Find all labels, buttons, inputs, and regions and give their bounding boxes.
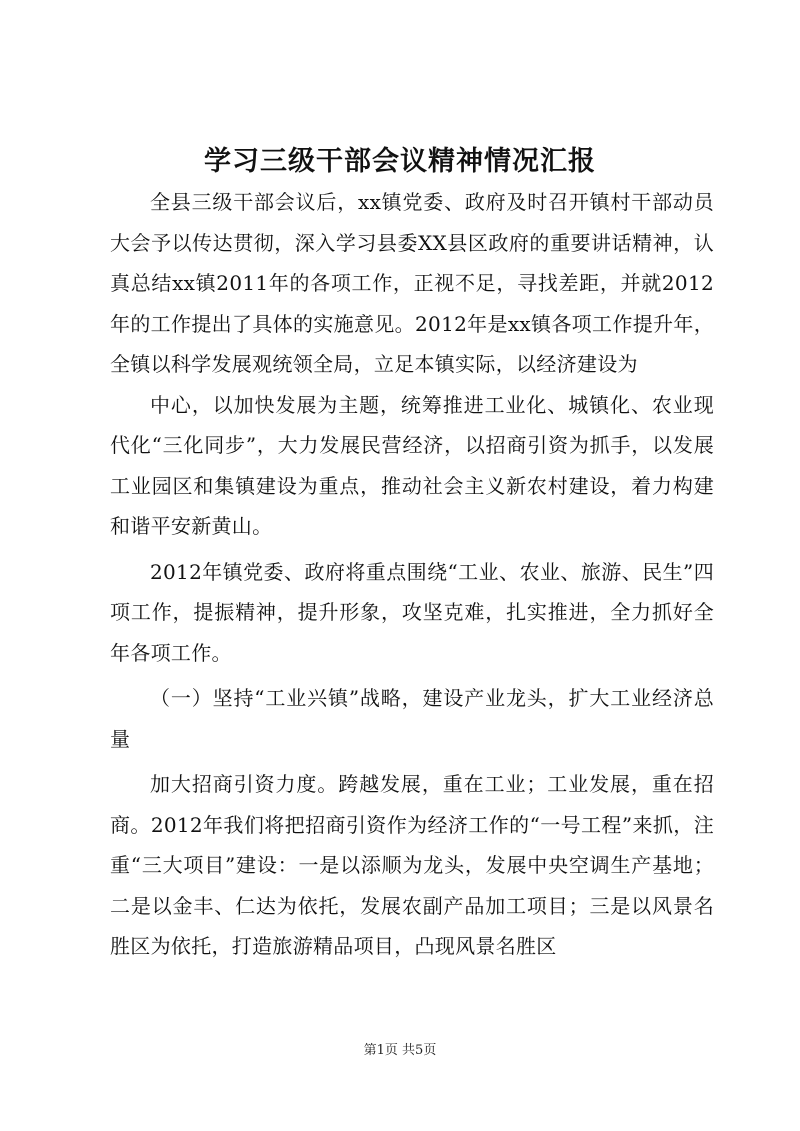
paragraph-intro: 全县三级干部会议后，xx镇党委、政府及时召开镇村干部动员大会予以传达贯彻，深入学习县委XX县区政府的重要讲话精神，认真总结xx镇2011年的各项工作，正视不足，寻找差距，并就2012年的工作提出了具体的实施意见。2012年是xx镇各项工作提升年，全镇以科学发展观统领全局，立足本镇实际，以经济建设为: [110, 190, 714, 376]
section-heading-industry: （一）坚持“工业兴镇”战略，建设产业龙头，扩大工业经济总量: [110, 686, 714, 751]
document-body: [110, 182, 714, 967]
paragraph-investment: 加大招商引资力度。跨越发展，重在工业；工业发展，重在招商。2012年我们将把招商引资作为经济工作的“一号工程”来抓，注重“三大项目”建设：一是以添顺为龙头，发展中央空调生产基地；二是以金丰、仁达为依托，发展农副产品加工项目；三是以风景名胜区为依托，打造旅游精品项目，凸现风景名胜区: [110, 772, 714, 958]
paragraph-center-theme: 中心，以加快发展为主题，统筹推进工业化、城镇化、农业现代化“三化同步”，大力发展民营经济，以招商引资为抓手，以发展工业园区和集镇建设为重点，推动社会主义新农村建设，着力构建和谐平安新黄山。: [110, 392, 714, 538]
paragraph-2012-focus: 2012年镇党委、政府将重点围绕“工业、农业、旅游、民生”四项工作，提振精神，提升形象，攻坚克难，扎实推进，全力抓好全年各项工作。: [110, 559, 714, 665]
document-title: 学习三级干部会议精神情况汇报: [204, 146, 596, 177]
page-number-footer: 第1页 共5页: [363, 1043, 437, 1058]
